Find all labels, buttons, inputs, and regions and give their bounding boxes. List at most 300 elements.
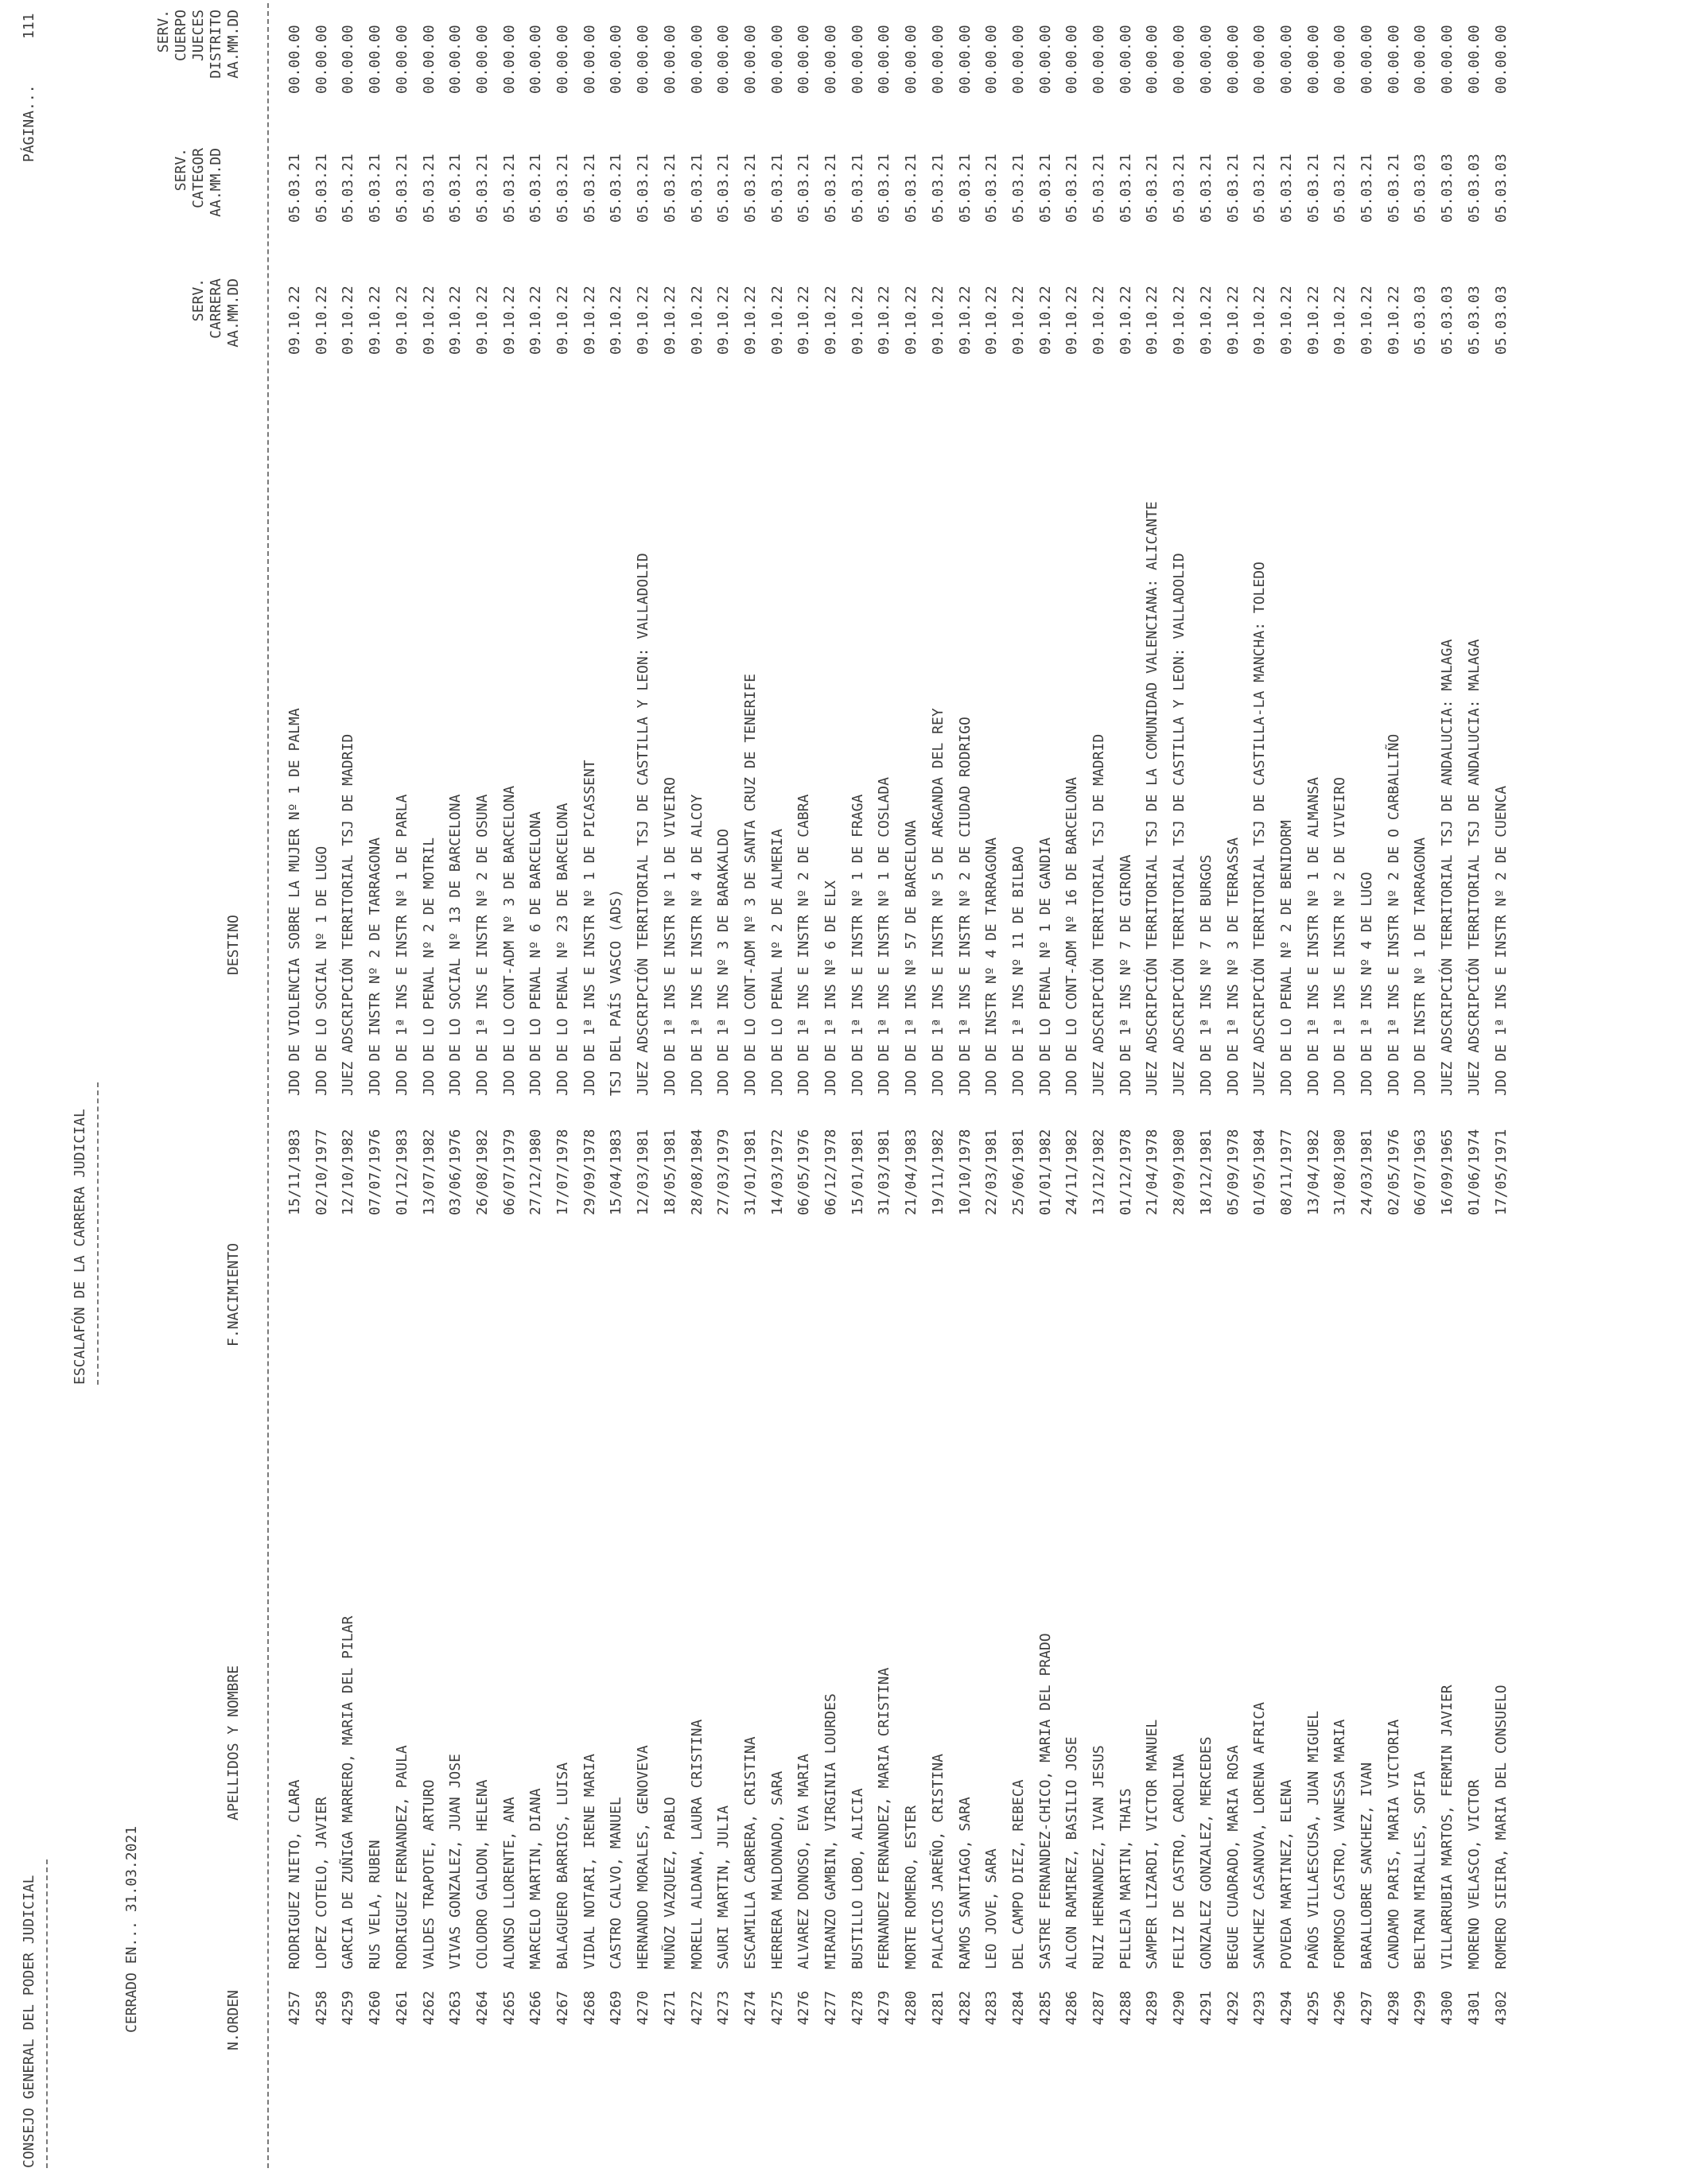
order-number: 4277 — [822, 1991, 839, 2026]
serv-distrito: 00.00.00 — [956, 25, 974, 94]
serv-distrito: 00.00.00 — [1439, 25, 1456, 94]
serv-categoria: 05.03.21 — [1036, 154, 1054, 223]
serv-categoria: 05.03.21 — [635, 154, 652, 223]
serv-categoria: 05.03.03 — [1492, 154, 1510, 223]
birth-date: 15/11/1983 — [286, 1129, 303, 1215]
table-row — [474, 0, 500, 2184]
full-name: COLODRO GALDON, HELENA — [473, 1779, 491, 1969]
birth-date: 08/11/1977 — [1277, 1129, 1295, 1215]
table-row — [1171, 0, 1197, 2184]
full-name: BUSTILLO LOBO, ALICIA — [849, 1788, 866, 1969]
table-row — [447, 0, 473, 2184]
serv-distrito: 00.00.00 — [1412, 25, 1429, 94]
serv-carrera: 09.10.22 — [768, 286, 786, 355]
order-number: 4276 — [795, 1991, 813, 2026]
birth-date: 17/05/1971 — [1492, 1129, 1510, 1215]
serv-categoria: 05.03.03 — [1439, 154, 1456, 223]
serv-carrera: 09.10.22 — [340, 286, 357, 355]
org-underline — [46, 1860, 48, 2168]
serv-carrera: 09.10.22 — [849, 286, 866, 355]
serv-categoria: 05.03.21 — [929, 154, 947, 223]
destination: JUEZ ADSCRIPCIÓN TERRITORIAL TSJ DE LA COMUNIDAD VALENCIANA: ALICANTE — [1144, 501, 1161, 1096]
destination: JDO DE 1ª INS Nº 7 DE BURGOS — [1197, 854, 1215, 1096]
serv-distrito: 00.00.00 — [500, 25, 518, 94]
order-number: 4302 — [1492, 1991, 1510, 2026]
serv-categoria: 05.03.21 — [795, 154, 813, 223]
birth-date: 01/01/1982 — [1036, 1129, 1054, 1215]
serv-distrito: 00.00.00 — [1277, 25, 1295, 94]
serv-categoria: 05.03.21 — [1063, 154, 1081, 223]
table-row — [1412, 0, 1438, 2184]
col-header-categor-3: AA.MM.DD — [208, 148, 224, 217]
table-row — [1144, 0, 1170, 2184]
order-number: 4285 — [1036, 1991, 1054, 2026]
col-header-categor-1: SERV. — [173, 148, 189, 192]
serv-carrera: 09.10.22 — [1117, 286, 1134, 355]
destination: JUEZ ADSCRIPCIÓN TERRITORIAL TSJ DE CASTILLA-LA MANCHA: TOLEDO — [1251, 562, 1269, 1096]
table-row — [957, 0, 983, 2184]
table-row — [1331, 0, 1358, 2184]
serv-distrito: 00.00.00 — [715, 25, 733, 94]
destination: JUEZ ADSCRIPCIÓN TERRITORIAL TSJ DE MADRID — [340, 733, 357, 1096]
full-name: ALONSO LLORENTE, ANA — [500, 1797, 518, 1969]
full-name: BALAGUERO BARRIOS, LUISA — [554, 1762, 571, 1969]
table-row — [903, 0, 929, 2184]
full-name: GARCIA DE ZUÑIGA MARRERO, MARIA DEL PILAR — [340, 1615, 357, 1969]
serv-distrito: 00.00.00 — [527, 25, 545, 94]
full-name: RODRIGUEZ NIETO, CLARA — [286, 1779, 303, 1969]
serv-carrera: 09.10.22 — [447, 286, 465, 355]
destination: JDO DE 1ª INS E INSTR Nº 1 DE PARLA — [393, 794, 410, 1096]
table-row — [581, 0, 608, 2184]
birth-date: 15/04/1983 — [608, 1129, 625, 1215]
serv-carrera: 09.10.22 — [929, 286, 947, 355]
serv-carrera: 09.10.22 — [393, 286, 410, 355]
serv-distrito: 00.00.00 — [1036, 25, 1054, 94]
table-row — [527, 0, 554, 2184]
header-separator — [267, 3, 269, 2168]
serv-carrera: 05.03.03 — [1465, 286, 1483, 355]
serv-categoria: 05.03.21 — [447, 154, 465, 223]
serv-distrito: 00.00.00 — [929, 25, 947, 94]
serv-categoria: 05.03.21 — [822, 154, 839, 223]
full-name: RUIZ HERNANDEZ, IVAN JESUS — [1090, 1745, 1107, 1969]
serv-categoria: 05.03.21 — [1304, 154, 1322, 223]
serv-categoria: 05.03.21 — [1385, 154, 1402, 223]
order-number: 4270 — [635, 1991, 652, 2026]
full-name: BELTRAN MIRALLES, SOFIA — [1412, 1770, 1429, 1969]
serv-distrito: 00.00.00 — [393, 25, 410, 94]
serv-carrera: 09.10.22 — [635, 286, 652, 355]
table-row — [554, 0, 581, 2184]
table-row — [635, 0, 661, 2184]
birth-date: 14/03/1972 — [768, 1129, 786, 1215]
order-number: 4259 — [340, 1991, 357, 2026]
serv-distrito: 00.00.00 — [1171, 25, 1188, 94]
full-name: DEL CAMPO DIEZ, REBECA — [1009, 1779, 1027, 1969]
col-header-distrito-5: AA.MM.DD — [225, 10, 242, 79]
full-name: MORENO VELASCO, VICTOR — [1465, 1779, 1483, 1969]
serv-categoria: 05.03.03 — [1412, 154, 1429, 223]
table-row — [608, 0, 634, 2184]
org-name: CONSEJO GENERAL DEL PODER JUDICIAL — [21, 1875, 37, 2168]
serv-categoria: 05.03.21 — [1009, 154, 1027, 223]
order-number: 4265 — [500, 1991, 518, 2026]
table-row — [1090, 0, 1117, 2184]
serv-distrito: 00.00.00 — [367, 25, 384, 94]
destination: JDO DE LO SOCIAL Nº 1 DE LUGO — [313, 845, 330, 1096]
serv-carrera: 09.10.22 — [876, 286, 893, 355]
serv-distrito: 00.00.00 — [1465, 25, 1483, 94]
full-name: ESCAMILLA CABRERA, CRISTINA — [741, 1736, 759, 1969]
serv-distrito: 00.00.00 — [768, 25, 786, 94]
destination: JDO DE 1ª INS Nº 3 DE BARAKALDO — [715, 829, 733, 1096]
destination: JDO DE 1ª INS E INSTR Nº 1 DE PICASSENT — [581, 760, 598, 1096]
order-number: 4260 — [367, 1991, 384, 2026]
col-header-destination: DESTINO — [225, 915, 242, 975]
birth-date: 28/09/1980 — [1171, 1129, 1188, 1215]
order-number: 4294 — [1277, 1991, 1295, 2026]
serv-categoria: 05.03.21 — [849, 154, 866, 223]
serv-categoria: 05.03.21 — [1171, 154, 1188, 223]
full-name: FELIZ DE CASTRO, CAROLINA — [1171, 1754, 1188, 1969]
destination: JDO DE 1ª INS Nº 7 DE GIRONA — [1117, 854, 1134, 1096]
birth-date: 01/12/1983 — [393, 1129, 410, 1215]
col-header-distrito-1: SERV. — [155, 10, 172, 53]
table-row — [1493, 0, 1519, 2184]
order-number: 4299 — [1412, 1991, 1429, 2026]
table-row — [795, 0, 822, 2184]
serv-distrito: 00.00.00 — [635, 25, 652, 94]
serv-categoria: 05.03.21 — [1359, 154, 1375, 223]
serv-distrito: 00.00.00 — [1197, 25, 1215, 94]
serv-carrera: 09.10.22 — [1197, 286, 1215, 355]
order-number: 4262 — [420, 1991, 437, 2026]
birth-date: 21/04/1983 — [903, 1129, 920, 1215]
full-name: HERRERA MALDONADO, SARA — [768, 1770, 786, 1969]
order-number: 4257 — [286, 1991, 303, 2026]
serv-distrito: 00.00.00 — [1063, 25, 1081, 94]
col-header-categor-2: CATEGOR — [190, 148, 207, 208]
full-name: BEGUE CUADRADO, MARIA ROSA — [1224, 1745, 1242, 1969]
birth-date: 02/05/1976 — [1385, 1129, 1402, 1215]
table-row — [1037, 0, 1063, 2184]
order-number: 4283 — [983, 1991, 1001, 2026]
destination: JDO DE 1ª INS E INSTR Nº 2 DE CABRA — [795, 794, 813, 1096]
full-name: VALDES TRAPOTE, ARTURO — [420, 1779, 437, 1969]
serv-carrera: 09.10.22 — [983, 286, 1001, 355]
serv-carrera: 09.10.22 — [286, 286, 303, 355]
page-number: 111 — [21, 13, 37, 39]
order-number: 4290 — [1171, 1991, 1188, 2026]
birth-date: 13/04/1982 — [1304, 1129, 1322, 1215]
table-row — [1305, 0, 1331, 2184]
serv-distrito: 00.00.00 — [741, 25, 759, 94]
serv-distrito: 00.00.00 — [1385, 25, 1402, 94]
destination: JDO DE 1ª INS E INSTR Nº 2 DE CUENCA — [1492, 785, 1510, 1096]
serv-distrito: 00.00.00 — [1359, 25, 1375, 94]
serv-distrito: 00.00.00 — [688, 25, 706, 94]
table-row — [313, 0, 340, 2184]
serv-distrito: 00.00.00 — [1331, 25, 1349, 94]
col-header-distrito-3: JUECES — [190, 10, 207, 62]
birth-date: 18/12/1981 — [1197, 1129, 1215, 1215]
full-name: RAMOS SANTIAGO, SARA — [956, 1797, 974, 1969]
table-row — [340, 0, 366, 2184]
order-number: 4295 — [1304, 1991, 1322, 2026]
serv-distrito: 00.00.00 — [473, 25, 491, 94]
full-name: FORMOSO CASTRO, VANESSA MARIA — [1331, 1719, 1349, 1969]
destination: JDO DE 1ª INS E INSTR Nº 5 DE ARGANDA DEL REY — [929, 708, 947, 1096]
serv-carrera: 05.03.03 — [1439, 286, 1456, 355]
col-header-birth: F.NACIMIENTO — [225, 1242, 242, 1347]
table-row — [1225, 0, 1251, 2184]
serv-carrera: 09.10.22 — [1331, 286, 1349, 355]
table-row — [1466, 0, 1492, 2184]
serv-distrito: 00.00.00 — [1304, 25, 1322, 94]
table-row — [1118, 0, 1144, 2184]
full-name: MARCELO MARTIN, DIANA — [527, 1788, 545, 1969]
serv-carrera: 09.10.22 — [608, 286, 625, 355]
serv-carrera: 09.10.22 — [1224, 286, 1242, 355]
serv-carrera: 09.10.22 — [313, 286, 330, 355]
serv-categoria: 05.03.21 — [1331, 154, 1349, 223]
table-row — [1010, 0, 1036, 2184]
full-name: GONZALEZ GONZALEZ, MERCEDES — [1197, 1736, 1215, 1969]
destination: JDO DE LO CONT-ADM Nº 3 DE BARCELONA — [500, 785, 518, 1096]
order-number: 4261 — [393, 1991, 410, 2026]
birth-date: 24/11/1982 — [1063, 1129, 1081, 1215]
birth-date: 29/09/1978 — [581, 1129, 598, 1215]
birth-date: 12/10/1982 — [340, 1129, 357, 1215]
serv-distrito: 00.00.00 — [876, 25, 893, 94]
serv-carrera: 05.03.03 — [1412, 286, 1429, 355]
serv-carrera: 09.10.22 — [715, 286, 733, 355]
order-number: 4293 — [1251, 1991, 1269, 2026]
birth-date: 13/07/1982 — [420, 1129, 437, 1215]
serv-categoria: 05.03.21 — [956, 154, 974, 223]
serv-distrito: 00.00.00 — [795, 25, 813, 94]
destination: JDO DE LO CONT-ADM Nº 16 DE BARCELONA — [1063, 777, 1081, 1096]
destination: JUEZ ADSCRIPCIÓN TERRITORIAL TSJ DE ANDALUCIA: MALAGA — [1439, 639, 1456, 1096]
serv-categoria: 05.03.21 — [715, 154, 733, 223]
full-name: CASTRO CALVO, MANUEL — [608, 1797, 625, 1969]
order-number: 4258 — [313, 1991, 330, 2026]
table-row — [849, 0, 876, 2184]
destination: JDO DE VIOLENCIA SOBRE LA MUJER Nº 1 DE PALMA — [286, 708, 303, 1096]
order-number: 4288 — [1117, 1991, 1134, 2026]
table-row — [286, 0, 313, 2184]
birth-date: 10/10/1978 — [956, 1129, 974, 1215]
full-name: RODRIGUEZ FERNANDEZ, PAULA — [393, 1745, 410, 1969]
destination: JDO DE 1ª INS Nº 57 DE BARCELONA — [903, 820, 920, 1096]
serv-categoria: 05.03.21 — [1144, 154, 1161, 223]
table-row — [394, 0, 420, 2184]
serv-distrito: 00.00.00 — [1009, 25, 1027, 94]
order-number: 4287 — [1090, 1991, 1107, 2026]
full-name: PAÑOS VILLAESCUSA, JUAN MIGUEL — [1304, 1710, 1322, 1969]
destination: JDO DE LO PENAL Nº 2 DE ALMERIA — [768, 829, 786, 1096]
destination: JUEZ ADSCRIPCIÓN TERRITORIAL TSJ DE ANDALUCIA: MALAGA — [1465, 639, 1483, 1096]
birth-date: 16/09/1965 — [1439, 1129, 1456, 1215]
order-number: 4272 — [688, 1991, 706, 2026]
table-row — [1386, 0, 1412, 2184]
order-number: 4301 — [1465, 1991, 1483, 2026]
birth-date: 12/03/1981 — [635, 1129, 652, 1215]
col-header-carrera-1: SERV. — [190, 278, 207, 322]
serv-distrito: 00.00.00 — [1251, 25, 1269, 94]
birth-date: 03/06/1976 — [447, 1129, 465, 1215]
table-row — [662, 0, 688, 2184]
order-number: 4269 — [608, 1991, 625, 2026]
birth-date: 27/12/1980 — [527, 1129, 545, 1215]
destination: JDO DE LO PENAL Nº 2 DE BENIDORM — [1277, 820, 1295, 1096]
birth-date: 19/11/1982 — [929, 1129, 947, 1215]
serv-carrera: 09.10.22 — [1063, 286, 1081, 355]
serv-distrito: 00.00.00 — [340, 25, 357, 94]
serv-distrito: 00.00.00 — [1224, 25, 1242, 94]
full-name: PALACIOS JAREÑO, CRISTINA — [929, 1754, 947, 1969]
serv-distrito: 00.00.00 — [983, 25, 1001, 94]
birth-date: 06/12/1978 — [822, 1129, 839, 1215]
order-number: 4275 — [768, 1991, 786, 2026]
full-name: MUÑOZ VAZQUEZ, PABLO — [661, 1797, 678, 1969]
full-name: MORTE ROMERO, ESTER — [903, 1805, 920, 1969]
birth-date: 18/05/1981 — [661, 1129, 678, 1215]
table-row — [876, 0, 902, 2184]
full-name: LOPEZ COTELO, JAVIER — [313, 1797, 330, 1969]
birth-date: 02/10/1977 — [313, 1129, 330, 1215]
full-name: FERNANDEZ FERNANDEZ, MARIA CRISTINA — [876, 1667, 893, 1969]
destination: JDO DE LO PENAL Nº 23 DE BARCELONA — [554, 802, 571, 1096]
table-row — [769, 0, 795, 2184]
serv-distrito: 00.00.00 — [313, 25, 330, 94]
full-name: MIRANZO GAMBIN, VIRGINIA LOURDES — [822, 1693, 839, 1969]
serv-carrera: 09.10.22 — [420, 286, 437, 355]
table-row — [1439, 0, 1465, 2184]
full-name: ROMERO SIEIRA, MARIA DEL CONSUELO — [1492, 1685, 1510, 1969]
destination: JDO DE 1ª INS E INSTR Nº 4 DE ALCOY — [688, 794, 706, 1096]
serv-categoria: 05.03.21 — [527, 154, 545, 223]
destination: JDO DE INSTR Nº 4 DE TARRAGONA — [983, 837, 1001, 1096]
order-number: 4300 — [1439, 1991, 1456, 2026]
destination: JDO DE 1ª INS Nº 3 DE TERRASSA — [1224, 837, 1242, 1096]
full-name: SAMPER LIZARDI, VICTOR MANUEL — [1144, 1719, 1161, 1969]
birth-date: 31/08/1980 — [1331, 1129, 1349, 1215]
destination: JUEZ ADSCRIPCIÓN TERRITORIAL TSJ DE CASTILLA Y LEON: VALLADOLID — [635, 553, 652, 1096]
serv-categoria: 05.03.21 — [608, 154, 625, 223]
full-name: HERNANDO MORALES, GENOVEVA — [635, 1745, 652, 1969]
serv-carrera: 09.10.22 — [1036, 286, 1054, 355]
serv-carrera: 09.10.22 — [1144, 286, 1161, 355]
serv-carrera: 09.10.22 — [1009, 286, 1027, 355]
order-number: 4298 — [1385, 1991, 1402, 2026]
col-header-order: N.ORDEN — [225, 1990, 242, 2050]
table-row — [421, 0, 447, 2184]
destination: JDO DE 1ª INS E INSTR Nº 2 DE CIUDAD RODRIGO — [956, 717, 974, 1096]
serv-carrera: 09.10.22 — [795, 286, 813, 355]
serv-distrito: 00.00.00 — [1144, 25, 1161, 94]
serv-distrito: 00.00.00 — [822, 25, 839, 94]
serv-distrito: 00.00.00 — [286, 25, 303, 94]
destination: JDO DE INSTR Nº 2 DE TARRAGONA — [367, 837, 384, 1096]
serv-categoria: 05.03.21 — [741, 154, 759, 223]
birth-date: 21/04/1978 — [1144, 1129, 1161, 1215]
serv-categoria: 05.03.21 — [903, 154, 920, 223]
serv-distrito: 00.00.00 — [903, 25, 920, 94]
serv-carrera: 09.10.22 — [1304, 286, 1322, 355]
serv-distrito: 00.00.00 — [1090, 25, 1107, 94]
destination: JUEZ ADSCRIPCIÓN TERRITORIAL TSJ DE MADRID — [1090, 733, 1107, 1096]
order-number: 4267 — [554, 1991, 571, 2026]
destination: JUEZ ADSCRIPCIÓN TERRITORIAL TSJ DE CASTILLA Y LEON: VALLADOLID — [1171, 553, 1188, 1096]
order-number: 4297 — [1359, 1991, 1375, 2026]
col-header-distrito-2: CUERPO — [173, 10, 189, 62]
title-underline — [97, 1082, 99, 1385]
full-name: ALCON RAMIREZ, BASILIO JOSE — [1063, 1736, 1081, 1969]
serv-categoria: 05.03.21 — [768, 154, 786, 223]
serv-categoria: 05.03.21 — [876, 154, 893, 223]
table-row — [1251, 0, 1277, 2184]
serv-carrera: 09.10.22 — [956, 286, 974, 355]
order-number: 4289 — [1144, 1991, 1161, 2026]
serv-distrito: 00.00.00 — [1117, 25, 1134, 94]
birth-date: 28/08/1984 — [688, 1129, 706, 1215]
serv-categoria: 05.03.21 — [473, 154, 491, 223]
destination: JDO DE LO PENAL Nº 1 DE GANDIA — [1036, 837, 1054, 1096]
order-number: 4284 — [1009, 1991, 1027, 2026]
serv-categoria: 05.03.21 — [1224, 154, 1242, 223]
order-number: 4280 — [903, 1991, 920, 2026]
serv-categoria: 05.03.21 — [661, 154, 678, 223]
page-label: PÁGINA... — [21, 84, 37, 162]
table-row — [1198, 0, 1224, 2184]
destination: JDO DE LO PENAL Nº 2 DE MOTRIL — [420, 837, 437, 1096]
order-number: 4264 — [473, 1991, 491, 2026]
birth-date: 26/08/1982 — [473, 1129, 491, 1215]
destination: JDO DE LO CONT-ADM Nº 3 DE SANTA CRUZ DE TENERIFE — [741, 673, 759, 1096]
birth-date: 06/05/1976 — [795, 1129, 813, 1215]
birth-date: 25/06/1981 — [1009, 1129, 1027, 1215]
serv-categoria: 05.03.21 — [554, 154, 571, 223]
full-name: SASTRE FERNANDEZ-CHICO, MARIA DEL PRADO — [1036, 1633, 1054, 1969]
serv-distrito: 00.00.00 — [1492, 25, 1510, 94]
serv-categoria: 05.03.21 — [1197, 154, 1215, 223]
col-header-name: APELLIDOS Y NOMBRE — [225, 1665, 242, 1821]
destination: JDO DE 1ª INS E INSTR Nº 1 DE FRAGA — [849, 794, 866, 1096]
destination: JDO DE 1ª INS E INSTR Nº 1 DE COSLADA — [876, 777, 893, 1096]
full-name: CANDAMO PARIS, MARIA VICTORIA — [1385, 1719, 1402, 1969]
destination: JDO DE 1ª INS E INSTR Nº 2 DE OSUNA — [473, 794, 491, 1096]
serv-categoria: 05.03.21 — [1117, 154, 1134, 223]
destination: JDO DE 1ª INS Nº 4 DE LUGO — [1359, 872, 1375, 1096]
table-row — [742, 0, 768, 2184]
birth-date: 24/03/1981 — [1359, 1129, 1375, 1215]
serv-carrera: 09.10.22 — [581, 286, 598, 355]
full-name: VILLARRUBIA MARTOS, FERMIN JAVIER — [1439, 1685, 1456, 1969]
destination: TSJ DEL PAÍS VASCO (ADS) — [608, 888, 625, 1096]
serv-carrera: 09.10.22 — [1090, 286, 1107, 355]
serv-carrera: 09.10.22 — [1385, 286, 1402, 355]
serv-distrito: 00.00.00 — [554, 25, 571, 94]
serv-categoria: 05.03.21 — [983, 154, 1001, 223]
serv-carrera: 09.10.22 — [822, 286, 839, 355]
serv-categoria: 05.03.21 — [581, 154, 598, 223]
serv-carrera: 09.10.22 — [367, 286, 384, 355]
col-header-distrito-4: DISTRITO — [208, 10, 224, 79]
destination: JDO DE LO SOCIAL Nº 13 DE BARCELONA — [447, 794, 465, 1096]
birth-date: 01/06/1974 — [1465, 1129, 1483, 1215]
